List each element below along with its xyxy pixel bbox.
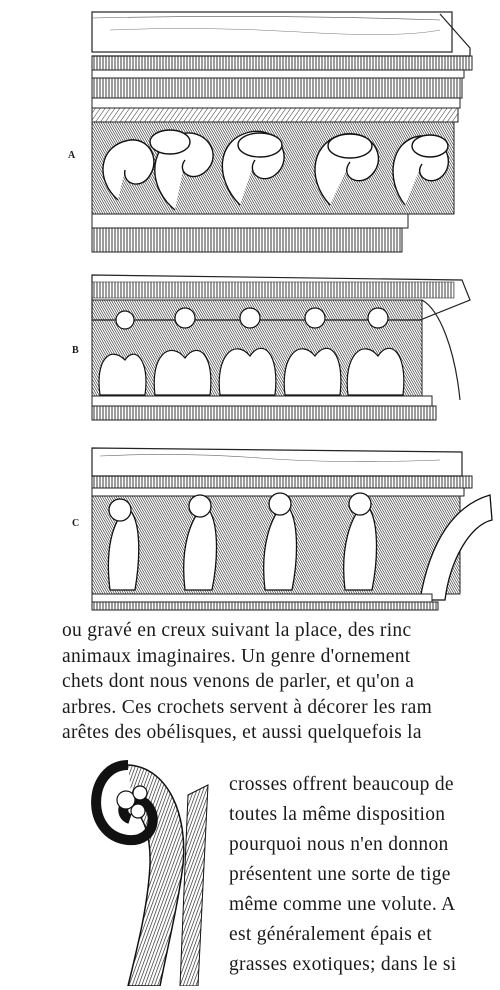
body-text-full bbox=[0, 618, 500, 746]
text-line: pourquoi nous n'en donnon bbox=[229, 834, 449, 855]
text-line: arbres. Ces crochets servent à décorer les ram bbox=[62, 696, 433, 718]
text-line: arêtes des obélisques, et aussi quelquefois la bbox=[62, 722, 422, 743]
frieze-b bbox=[92, 275, 470, 420]
figure-label-a: A bbox=[68, 150, 76, 161]
text-line: grasses exotiques; dans le si bbox=[229, 954, 457, 975]
figure-label-b: B bbox=[72, 345, 80, 356]
text-line: présentent une sorte de tige bbox=[229, 864, 451, 885]
text-line: crosses offrent beaucoup de bbox=[229, 774, 454, 795]
body-text-wrapped bbox=[0, 770, 500, 980]
figure-label-c: C bbox=[72, 518, 80, 529]
text-line: est généralement épais et bbox=[229, 924, 432, 945]
text-line: animaux imaginaires. Un genre d'ornement bbox=[62, 645, 411, 667]
text-line: même comme une volute. A bbox=[229, 894, 456, 915]
text-line: ou gravé en creux suivant la place, des rinc bbox=[62, 620, 412, 641]
frieze-a bbox=[92, 12, 472, 252]
frieze-c bbox=[92, 448, 492, 610]
text-line: chets dont nous venons de parler, et qu'on a bbox=[62, 671, 415, 692]
text-line: toutes la même disposition bbox=[229, 804, 446, 825]
